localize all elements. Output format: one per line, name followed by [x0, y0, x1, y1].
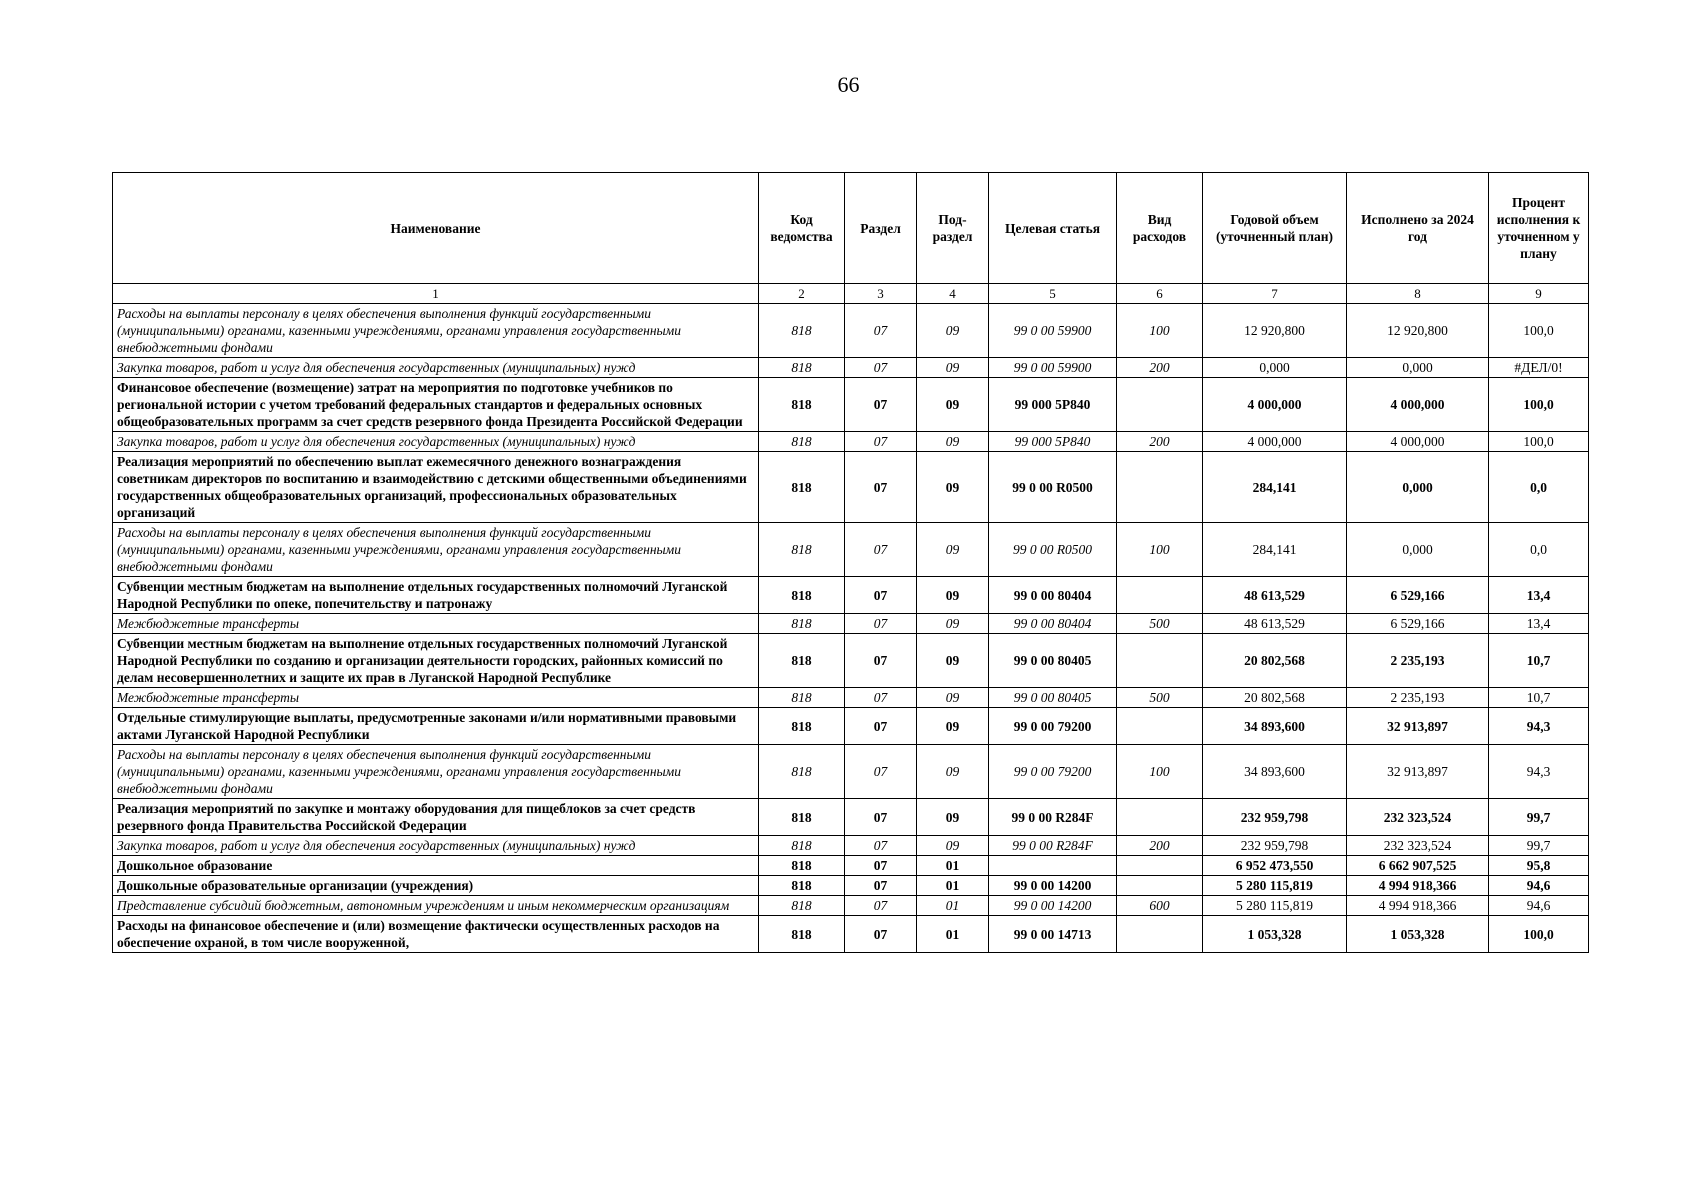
row-executed: 232 323,524	[1347, 799, 1489, 836]
row-executed: 12 920,800	[1347, 304, 1489, 358]
row-section: 07	[845, 856, 917, 876]
row-section: 07	[845, 358, 917, 378]
row-subsection: 09	[917, 577, 989, 614]
row-subsection: 09	[917, 452, 989, 523]
table-row	[113, 876, 1589, 896]
row-section: 07	[845, 634, 917, 688]
row-dept-code: 818	[759, 708, 845, 745]
row-executed: 4 994 918,366	[1347, 876, 1489, 896]
row-subsection: 09	[917, 358, 989, 378]
row-name: Закупка товаров, работ и услуг для обеспечения государственных (муниципальных) нужд	[113, 836, 759, 856]
row-expense-type	[1117, 452, 1203, 523]
row-expense-type	[1117, 708, 1203, 745]
row-dept-code: 818	[759, 634, 845, 688]
header-expense-type: Вид расходов	[1117, 173, 1203, 284]
row-section: 07	[845, 432, 917, 452]
table-row	[113, 708, 1589, 745]
row-percent: 94,3	[1489, 745, 1589, 799]
row-executed: 1 053,328	[1347, 916, 1489, 953]
row-target-article: 99 000 5Р840	[989, 378, 1117, 432]
table-row	[113, 916, 1589, 953]
row-section: 07	[845, 896, 917, 916]
row-subsection: 09	[917, 634, 989, 688]
row-dept-code: 818	[759, 614, 845, 634]
row-percent: 10,7	[1489, 688, 1589, 708]
row-expense-type	[1117, 378, 1203, 432]
row-percent: 0,0	[1489, 452, 1589, 523]
table-row	[113, 432, 1589, 452]
row-name: Расходы на выплаты персоналу в целях обеспечения выполнения функций государственными (муниципальными) органами, казенными учреждениями, органами управления государственными внебюджетными фондами	[113, 745, 759, 799]
row-executed: 6 529,166	[1347, 577, 1489, 614]
row-percent: 99,7	[1489, 836, 1589, 856]
row-name: Расходы на выплаты персоналу в целях обеспечения выполнения функций государственными (муниципальными) органами, казенными учреждениями, органами управления государственными внебюджетными фондами	[113, 523, 759, 577]
row-annual-plan: 20 802,568	[1203, 634, 1347, 688]
row-dept-code: 818	[759, 304, 845, 358]
row-percent: 10,7	[1489, 634, 1589, 688]
row-annual-plan: 48 613,529	[1203, 577, 1347, 614]
row-expense-type	[1117, 856, 1203, 876]
row-target-article: 99 0 00 14713	[989, 916, 1117, 953]
row-target-article: 99 0 00 80404	[989, 614, 1117, 634]
row-expense-type: 500	[1117, 614, 1203, 634]
row-section: 07	[845, 378, 917, 432]
row-target-article: 99 000 5Р840	[989, 432, 1117, 452]
row-expense-type: 200	[1117, 836, 1203, 856]
row-name: Дошкольное образование	[113, 856, 759, 876]
row-target-article: 99 0 00 80405	[989, 634, 1117, 688]
header-section: Раздел	[845, 173, 917, 284]
row-subsection: 09	[917, 745, 989, 799]
row-name: Дошкольные образовательные организации (учреждения)	[113, 876, 759, 896]
row-annual-plan: 232 959,798	[1203, 799, 1347, 836]
table-row	[113, 688, 1589, 708]
row-name: Субвенции местным бюджетам на выполнение отдельных государственных полномочий Луганской Народной Республики по созданию и организации деятельности городских, районных комиссий по делам несовершеннолетних и защите их прав в Луганской Народной Республике	[113, 634, 759, 688]
row-executed: 6 662 907,525	[1347, 856, 1489, 876]
row-executed: 2 235,193	[1347, 634, 1489, 688]
row-percent: 94,6	[1489, 896, 1589, 916]
row-name: Расходы на выплаты персоналу в целях обеспечения выполнения функций государственными (муниципальными) органами, казенными учреждениями, органами управления государственными внебюджетными фондами	[113, 304, 759, 358]
row-dept-code: 818	[759, 378, 845, 432]
row-executed: 2 235,193	[1347, 688, 1489, 708]
row-percent: 100,0	[1489, 378, 1589, 432]
row-executed: 4 000,000	[1347, 432, 1489, 452]
row-dept-code: 818	[759, 523, 845, 577]
row-target-article: 99 0 00 59900	[989, 358, 1117, 378]
row-annual-plan: 284,141	[1203, 452, 1347, 523]
row-annual-plan: 4 000,000	[1203, 432, 1347, 452]
row-name: Отдельные стимулирующие выплаты, предусмотренные законами и/или нормативными правовыми актами Луганской Народной Республики	[113, 708, 759, 745]
row-percent: 99,7	[1489, 799, 1589, 836]
row-dept-code: 818	[759, 358, 845, 378]
row-dept-code: 818	[759, 856, 845, 876]
row-subsection: 09	[917, 799, 989, 836]
row-executed: 32 913,897	[1347, 708, 1489, 745]
row-expense-type	[1117, 634, 1203, 688]
header-name: Наименование	[113, 173, 759, 284]
row-dept-code: 818	[759, 577, 845, 614]
row-name: Реализация мероприятий по обеспечению выплат ежемесячного денежного вознаграждения советникам директоров по воспитанию и взаимодействию с детскими общественными объединениями государственных общеобразовательных организаций, профессиональных образовательных организаций	[113, 452, 759, 523]
table-body	[113, 304, 1589, 953]
row-section: 07	[845, 708, 917, 745]
row-target-article: 99 0 00 R0500	[989, 452, 1117, 523]
header-percent: Процент исполнения к уточненном у плану	[1489, 173, 1589, 284]
row-dept-code: 818	[759, 688, 845, 708]
row-subsection: 09	[917, 708, 989, 745]
row-expense-type: 100	[1117, 523, 1203, 577]
row-subsection: 09	[917, 378, 989, 432]
row-annual-plan: 0,000	[1203, 358, 1347, 378]
row-name: Финансовое обеспечение (возмещение) затрат на мероприятия по подготовке учебников по региональной истории с учетом требований федеральных стандартов и федеральных основных общеобразовательных программ за счет средств резервного фонда Президента Российской Федерации	[113, 378, 759, 432]
row-section: 07	[845, 799, 917, 836]
row-expense-type: 100	[1117, 745, 1203, 799]
row-name: Межбюджетные трансферты	[113, 688, 759, 708]
table-row	[113, 523, 1589, 577]
row-section: 07	[845, 577, 917, 614]
row-annual-plan: 48 613,529	[1203, 614, 1347, 634]
row-annual-plan: 34 893,600	[1203, 745, 1347, 799]
row-name: Межбюджетные трансферты	[113, 614, 759, 634]
row-executed: 4 000,000	[1347, 378, 1489, 432]
row-target-article: 99 0 00 79200	[989, 745, 1117, 799]
header-target-article: Целевая статья	[989, 173, 1117, 284]
row-section: 07	[845, 745, 917, 799]
row-percent: 100,0	[1489, 432, 1589, 452]
row-name: Расходы на финансовое обеспечение и (или) возмещение фактически осуществленных расходов на обеспечение охраной, в том числе вооруженной,	[113, 916, 759, 953]
row-subsection: 01	[917, 876, 989, 896]
row-expense-type	[1117, 916, 1203, 953]
row-percent: 100,0	[1489, 916, 1589, 953]
row-target-article	[989, 856, 1117, 876]
header-annual-plan: Годовой объем (уточненный план)	[1203, 173, 1347, 284]
row-expense-type: 500	[1117, 688, 1203, 708]
column-number: 1	[113, 284, 759, 304]
page-number: 66	[837, 72, 860, 97]
budget-execution-table	[112, 172, 1589, 953]
row-subsection: 09	[917, 688, 989, 708]
row-expense-type	[1117, 577, 1203, 614]
row-subsection: 01	[917, 896, 989, 916]
row-dept-code: 818	[759, 896, 845, 916]
row-executed: 0,000	[1347, 523, 1489, 577]
row-target-article: 99 0 00 R284F	[989, 799, 1117, 836]
row-dept-code: 818	[759, 799, 845, 836]
row-target-article: 99 0 00 59900	[989, 304, 1117, 358]
row-section: 07	[845, 304, 917, 358]
row-executed: 4 994 918,366	[1347, 896, 1489, 916]
row-expense-type: 200	[1117, 358, 1203, 378]
row-percent: 13,4	[1489, 614, 1589, 634]
row-dept-code: 818	[759, 916, 845, 953]
row-section: 07	[845, 836, 917, 856]
row-section: 07	[845, 523, 917, 577]
column-number: 7	[1203, 284, 1347, 304]
row-subsection: 09	[917, 614, 989, 634]
row-target-article: 99 0 00 80404	[989, 577, 1117, 614]
row-section: 07	[845, 452, 917, 523]
row-annual-plan: 1 053,328	[1203, 916, 1347, 953]
table-row	[113, 614, 1589, 634]
row-subsection: 09	[917, 523, 989, 577]
table-row	[113, 836, 1589, 856]
row-expense-type: 200	[1117, 432, 1203, 452]
row-annual-plan: 5 280 115,819	[1203, 876, 1347, 896]
row-annual-plan: 12 920,800	[1203, 304, 1347, 358]
table-row	[113, 634, 1589, 688]
row-expense-type: 600	[1117, 896, 1203, 916]
row-target-article: 99 0 00 R0500	[989, 523, 1117, 577]
row-subsection: 01	[917, 916, 989, 953]
row-subsection: 09	[917, 836, 989, 856]
row-target-article: 99 0 00 14200	[989, 876, 1117, 896]
row-annual-plan: 34 893,600	[1203, 708, 1347, 745]
row-section: 07	[845, 876, 917, 896]
row-annual-plan: 284,141	[1203, 523, 1347, 577]
row-executed: 32 913,897	[1347, 745, 1489, 799]
column-number: 2	[759, 284, 845, 304]
column-number: 3	[845, 284, 917, 304]
row-percent: 94,3	[1489, 708, 1589, 745]
row-target-article: 99 0 00 R284F	[989, 836, 1117, 856]
table-row	[113, 799, 1589, 836]
row-dept-code: 818	[759, 836, 845, 856]
column-number: 6	[1117, 284, 1203, 304]
row-dept-code: 818	[759, 745, 845, 799]
row-section: 07	[845, 614, 917, 634]
column-number: 4	[917, 284, 989, 304]
row-name: Реализация мероприятий по закупке и монтажу оборудования для пищеблоков за счет средств резервного фонда Правительства Российской Федерации	[113, 799, 759, 836]
row-subsection: 01	[917, 856, 989, 876]
row-percent: 0,0	[1489, 523, 1589, 577]
table-header-row	[113, 173, 1589, 284]
column-number: 9	[1489, 284, 1589, 304]
table-row	[113, 745, 1589, 799]
row-expense-type	[1117, 876, 1203, 896]
row-percent: 100,0	[1489, 304, 1589, 358]
column-number: 5	[989, 284, 1117, 304]
table-row	[113, 358, 1589, 378]
column-number: 8	[1347, 284, 1489, 304]
column-number-row	[113, 284, 1589, 304]
row-name: Представление субсидий бюджетным, автономным учреждениям и иным некоммерческим организациям	[113, 896, 759, 916]
row-executed: 232 323,524	[1347, 836, 1489, 856]
row-annual-plan: 4 000,000	[1203, 378, 1347, 432]
table-row	[113, 896, 1589, 916]
row-percent: 95,8	[1489, 856, 1589, 876]
table-row	[113, 452, 1589, 523]
row-section: 07	[845, 688, 917, 708]
row-dept-code: 818	[759, 452, 845, 523]
header-dept-code: Код ведомства	[759, 173, 845, 284]
row-percent: 13,4	[1489, 577, 1589, 614]
row-expense-type: 100	[1117, 304, 1203, 358]
table-row	[113, 577, 1589, 614]
row-annual-plan: 232 959,798	[1203, 836, 1347, 856]
row-annual-plan: 6 952 473,550	[1203, 856, 1347, 876]
table-row	[113, 378, 1589, 432]
row-executed: 0,000	[1347, 358, 1489, 378]
row-annual-plan: 20 802,568	[1203, 688, 1347, 708]
row-section: 07	[845, 916, 917, 953]
row-name: Закупка товаров, работ и услуг для обеспечения государственных (муниципальных) нужд	[113, 432, 759, 452]
row-executed: 6 529,166	[1347, 614, 1489, 634]
row-target-article: 99 0 00 14200	[989, 896, 1117, 916]
row-name: Субвенции местным бюджетам на выполнение отдельных государственных полномочий Луганской Народной Республики по опеке, попечительству и патронажу	[113, 577, 759, 614]
header-executed: Исполнено за 2024 год	[1347, 173, 1489, 284]
table-row	[113, 304, 1589, 358]
row-dept-code: 818	[759, 876, 845, 896]
row-subsection: 09	[917, 304, 989, 358]
row-executed: 0,000	[1347, 452, 1489, 523]
row-dept-code: 818	[759, 432, 845, 452]
row-expense-type	[1117, 799, 1203, 836]
table-row	[113, 856, 1589, 876]
row-target-article: 99 0 00 79200	[989, 708, 1117, 745]
row-subsection: 09	[917, 432, 989, 452]
row-target-article: 99 0 00 80405	[989, 688, 1117, 708]
header-subsection: Под-раздел	[917, 173, 989, 284]
row-percent: #ДЕЛ/0!	[1489, 358, 1589, 378]
row-name: Закупка товаров, работ и услуг для обеспечения государственных (муниципальных) нужд	[113, 358, 759, 378]
row-percent: 94,6	[1489, 876, 1589, 896]
row-annual-plan: 5 280 115,819	[1203, 896, 1347, 916]
